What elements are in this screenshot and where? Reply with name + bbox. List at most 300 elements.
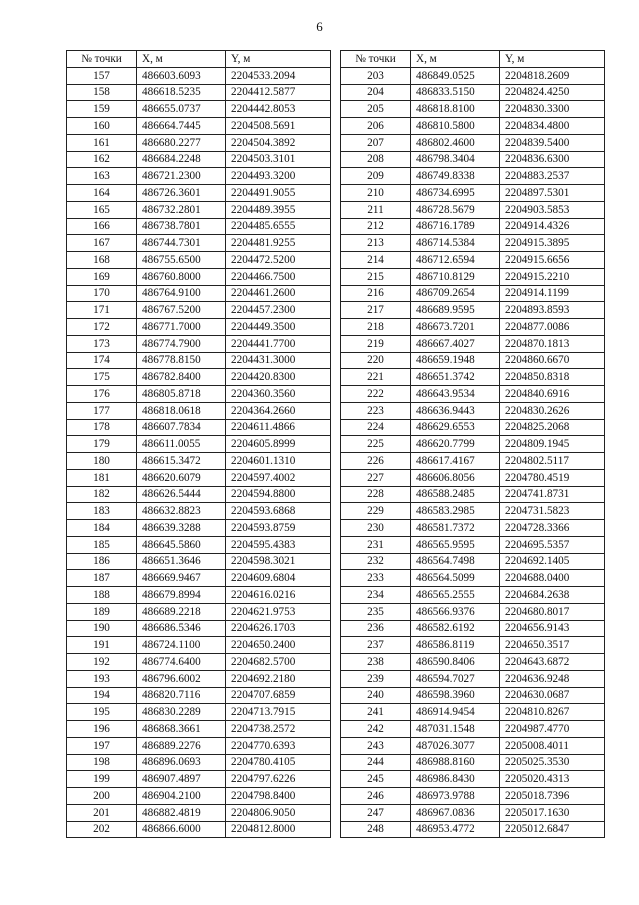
point-number-cell: 203 bbox=[341, 67, 411, 84]
header-point-number: № точки bbox=[67, 51, 137, 68]
table-row bbox=[341, 520, 605, 537]
x-coordinate-cell: 486830.2289 bbox=[137, 704, 226, 721]
table-row bbox=[341, 536, 605, 553]
y-coordinate-cell: 2204692.2180 bbox=[226, 670, 331, 687]
x-coordinate-cell: 486716.1789 bbox=[411, 218, 500, 235]
y-coordinate-cell: 2204630.0687 bbox=[500, 687, 605, 704]
point-number-cell: 227 bbox=[341, 469, 411, 486]
table-row bbox=[67, 386, 331, 403]
x-coordinate-cell: 486764.9100 bbox=[137, 285, 226, 302]
table-row bbox=[67, 821, 331, 838]
point-number-cell: 247 bbox=[341, 804, 411, 821]
point-number-cell: 239 bbox=[341, 670, 411, 687]
x-coordinate-cell: 486767.5200 bbox=[137, 302, 226, 319]
table-row bbox=[67, 453, 331, 470]
x-coordinate-cell: 486760.8000 bbox=[137, 268, 226, 285]
point-number-cell: 236 bbox=[341, 620, 411, 637]
x-coordinate-cell: 486712.6594 bbox=[411, 252, 500, 269]
y-coordinate-cell: 2204626.1703 bbox=[226, 620, 331, 637]
point-number-cell: 170 bbox=[67, 285, 137, 302]
x-coordinate-cell: 486617.4167 bbox=[411, 453, 500, 470]
y-coordinate-cell: 2204840.6916 bbox=[500, 386, 605, 403]
x-coordinate-cell: 486626.5444 bbox=[137, 486, 226, 503]
point-number-cell: 192 bbox=[67, 654, 137, 671]
table-row bbox=[341, 369, 605, 386]
table-row bbox=[67, 201, 331, 218]
x-coordinate-cell: 486583.2985 bbox=[411, 503, 500, 520]
table-row bbox=[67, 486, 331, 503]
y-coordinate-cell: 2204449.3500 bbox=[226, 319, 331, 336]
page-number: 6 bbox=[316, 19, 323, 34]
y-coordinate-cell: 2204915.3895 bbox=[500, 235, 605, 252]
table-row bbox=[67, 218, 331, 235]
table-row bbox=[67, 587, 331, 604]
table-row bbox=[341, 804, 605, 821]
point-number-cell: 193 bbox=[67, 670, 137, 687]
table-row bbox=[341, 670, 605, 687]
table-row bbox=[67, 252, 331, 269]
point-number-cell: 215 bbox=[341, 268, 411, 285]
x-coordinate-cell: 486607.7834 bbox=[137, 419, 226, 436]
table-row bbox=[67, 570, 331, 587]
table-row bbox=[341, 704, 605, 721]
table-row bbox=[341, 84, 605, 101]
y-coordinate-cell: 2204656.9143 bbox=[500, 620, 605, 637]
table-row bbox=[67, 754, 331, 771]
x-coordinate-cell: 486606.8056 bbox=[411, 469, 500, 486]
y-coordinate-cell: 2204481.9255 bbox=[226, 235, 331, 252]
x-coordinate-cell: 486629.6553 bbox=[411, 419, 500, 436]
x-coordinate-cell: 486632.8823 bbox=[137, 503, 226, 520]
point-number-cell: 174 bbox=[67, 352, 137, 369]
y-coordinate-cell: 2204987.4770 bbox=[500, 721, 605, 738]
x-coordinate-cell: 486659.1948 bbox=[411, 352, 500, 369]
point-number-cell: 196 bbox=[67, 721, 137, 738]
point-number-cell: 172 bbox=[67, 319, 137, 336]
y-coordinate-cell: 2204883.2537 bbox=[500, 168, 605, 185]
table-row bbox=[67, 118, 331, 135]
y-coordinate-cell: 2204412.5877 bbox=[226, 84, 331, 101]
table-row bbox=[341, 570, 605, 587]
x-coordinate-cell: 486973.9788 bbox=[411, 788, 500, 805]
y-coordinate-cell: 2205008.4011 bbox=[500, 737, 605, 754]
table-row bbox=[341, 771, 605, 788]
table-row bbox=[67, 737, 331, 754]
y-coordinate-cell: 2205020.4313 bbox=[500, 771, 605, 788]
y-coordinate-cell: 2204457.2300 bbox=[226, 302, 331, 319]
y-coordinate-cell: 2205017.1630 bbox=[500, 804, 605, 821]
point-number-cell: 185 bbox=[67, 536, 137, 553]
table-row bbox=[67, 84, 331, 101]
y-coordinate-cell: 2204741.8731 bbox=[500, 486, 605, 503]
point-number-cell: 216 bbox=[341, 285, 411, 302]
table-row bbox=[341, 302, 605, 319]
x-coordinate-cell: 486914.9454 bbox=[411, 704, 500, 721]
x-coordinate-cell: 486726.3601 bbox=[137, 185, 226, 202]
y-coordinate-cell: 2204601.1310 bbox=[226, 453, 331, 470]
point-number-cell: 175 bbox=[67, 369, 137, 386]
x-coordinate-cell: 486986.8430 bbox=[411, 771, 500, 788]
point-number-cell: 178 bbox=[67, 419, 137, 436]
y-coordinate-cell: 2204728.3366 bbox=[500, 520, 605, 537]
table-row bbox=[67, 620, 331, 637]
table-row bbox=[341, 151, 605, 168]
y-coordinate-cell: 2204431.3000 bbox=[226, 352, 331, 369]
x-coordinate-cell: 486710.8129 bbox=[411, 268, 500, 285]
table-row bbox=[341, 503, 605, 520]
y-coordinate-cell: 2204834.4800 bbox=[500, 118, 605, 135]
y-coordinate-cell: 2204770.6393 bbox=[226, 737, 331, 754]
coordinates-table-right bbox=[340, 50, 605, 838]
point-number-cell: 195 bbox=[67, 704, 137, 721]
table-row bbox=[67, 788, 331, 805]
point-number-cell: 183 bbox=[67, 503, 137, 520]
y-coordinate-cell: 2204609.6804 bbox=[226, 570, 331, 587]
table-row bbox=[341, 486, 605, 503]
table-row bbox=[341, 218, 605, 235]
table-row bbox=[67, 268, 331, 285]
y-coordinate-cell: 2204870.1813 bbox=[500, 335, 605, 352]
point-number-cell: 210 bbox=[341, 185, 411, 202]
x-coordinate-cell: 486818.0618 bbox=[137, 402, 226, 419]
y-coordinate-cell: 2204850.8318 bbox=[500, 369, 605, 386]
point-number-cell: 184 bbox=[67, 520, 137, 537]
table-row bbox=[341, 453, 605, 470]
table-row bbox=[67, 168, 331, 185]
point-number-cell: 167 bbox=[67, 235, 137, 252]
table-row bbox=[67, 101, 331, 118]
table-row bbox=[341, 285, 605, 302]
x-coordinate-cell: 486566.9376 bbox=[411, 603, 500, 620]
y-coordinate-cell: 2204650.3517 bbox=[500, 637, 605, 654]
y-coordinate-cell: 2204893.8593 bbox=[500, 302, 605, 319]
table-row bbox=[67, 335, 331, 352]
x-coordinate-cell: 486645.5860 bbox=[137, 536, 226, 553]
y-coordinate-cell: 2204825.2068 bbox=[500, 419, 605, 436]
point-number-cell: 235 bbox=[341, 603, 411, 620]
point-number-cell: 209 bbox=[341, 168, 411, 185]
point-number-cell: 190 bbox=[67, 620, 137, 637]
point-number-cell: 179 bbox=[67, 436, 137, 453]
x-coordinate-cell: 487031.1548 bbox=[411, 721, 500, 738]
point-number-cell: 169 bbox=[67, 268, 137, 285]
point-number-cell: 173 bbox=[67, 335, 137, 352]
y-coordinate-cell: 2205012.6847 bbox=[500, 821, 605, 838]
table-row bbox=[341, 436, 605, 453]
table-row bbox=[341, 319, 605, 336]
table-row bbox=[341, 737, 605, 754]
point-number-cell: 166 bbox=[67, 218, 137, 235]
y-coordinate-cell: 2204839.5400 bbox=[500, 134, 605, 151]
x-coordinate-cell: 486820.7116 bbox=[137, 687, 226, 704]
x-coordinate-cell: 486734.6995 bbox=[411, 185, 500, 202]
x-coordinate-cell: 486636.9443 bbox=[411, 402, 500, 419]
x-coordinate-cell: 486667.4027 bbox=[411, 335, 500, 352]
point-number-cell: 162 bbox=[67, 151, 137, 168]
table-row bbox=[67, 402, 331, 419]
x-coordinate-cell: 486611.0055 bbox=[137, 436, 226, 453]
point-number-cell: 244 bbox=[341, 754, 411, 771]
y-coordinate-cell: 2204680.8017 bbox=[500, 603, 605, 620]
y-coordinate-cell: 2204621.9753 bbox=[226, 603, 331, 620]
y-coordinate-cell: 2204441.7700 bbox=[226, 335, 331, 352]
point-number-cell: 182 bbox=[67, 486, 137, 503]
y-coordinate-cell: 2204605.8999 bbox=[226, 436, 331, 453]
x-coordinate-cell: 487026.3077 bbox=[411, 737, 500, 754]
table-header-row bbox=[67, 51, 331, 68]
y-coordinate-cell: 2204593.8759 bbox=[226, 520, 331, 537]
point-number-cell: 248 bbox=[341, 821, 411, 838]
point-number-cell: 191 bbox=[67, 637, 137, 654]
x-coordinate-cell: 486588.2485 bbox=[411, 486, 500, 503]
table-row bbox=[67, 67, 331, 84]
y-coordinate-cell: 2204595.4383 bbox=[226, 536, 331, 553]
point-number-cell: 246 bbox=[341, 788, 411, 805]
table-body-left bbox=[67, 67, 331, 838]
x-coordinate-cell: 486582.6192 bbox=[411, 620, 500, 637]
y-coordinate-cell: 2204493.3200 bbox=[226, 168, 331, 185]
y-coordinate-cell: 2204830.3300 bbox=[500, 101, 605, 118]
y-coordinate-cell: 2204812.8000 bbox=[226, 821, 331, 838]
point-number-cell: 225 bbox=[341, 436, 411, 453]
table-row bbox=[341, 118, 605, 135]
x-coordinate-cell: 486689.9595 bbox=[411, 302, 500, 319]
table-row bbox=[67, 670, 331, 687]
x-coordinate-cell: 486651.3742 bbox=[411, 369, 500, 386]
x-coordinate-cell: 486802.4600 bbox=[411, 134, 500, 151]
y-coordinate-cell: 2204797.6226 bbox=[226, 771, 331, 788]
x-coordinate-cell: 486686.5346 bbox=[137, 620, 226, 637]
point-number-cell: 180 bbox=[67, 453, 137, 470]
y-coordinate-cell: 2204485.6555 bbox=[226, 218, 331, 235]
x-coordinate-cell: 486904.2100 bbox=[137, 788, 226, 805]
table-row bbox=[341, 235, 605, 252]
x-coordinate-cell: 486669.9467 bbox=[137, 570, 226, 587]
y-coordinate-cell: 2204594.8800 bbox=[226, 486, 331, 503]
y-coordinate-cell: 2204877.0086 bbox=[500, 319, 605, 336]
point-number-cell: 229 bbox=[341, 503, 411, 520]
y-coordinate-cell: 2204489.3955 bbox=[226, 201, 331, 218]
y-coordinate-cell: 2204798.8400 bbox=[226, 788, 331, 805]
x-coordinate-cell: 486598.3960 bbox=[411, 687, 500, 704]
x-coordinate-cell: 486724.1100 bbox=[137, 637, 226, 654]
x-coordinate-cell: 486590.8406 bbox=[411, 654, 500, 671]
table-row bbox=[67, 704, 331, 721]
x-coordinate-cell: 486565.2555 bbox=[411, 587, 500, 604]
point-number-cell: 160 bbox=[67, 118, 137, 135]
table-row bbox=[67, 352, 331, 369]
x-coordinate-cell: 486615.3472 bbox=[137, 453, 226, 470]
x-coordinate-cell: 486889.2276 bbox=[137, 737, 226, 754]
table-row bbox=[341, 386, 605, 403]
y-coordinate-cell: 2204504.3892 bbox=[226, 134, 331, 151]
x-coordinate-cell: 486849.0525 bbox=[411, 67, 500, 84]
x-coordinate-cell: 486664.7445 bbox=[137, 118, 226, 135]
y-coordinate-cell: 2204914.1199 bbox=[500, 285, 605, 302]
y-coordinate-cell: 2204508.5691 bbox=[226, 118, 331, 135]
point-number-cell: 243 bbox=[341, 737, 411, 754]
x-coordinate-cell: 486907.4897 bbox=[137, 771, 226, 788]
point-number-cell: 168 bbox=[67, 252, 137, 269]
point-number-cell: 232 bbox=[341, 553, 411, 570]
point-number-cell: 187 bbox=[67, 570, 137, 587]
y-coordinate-cell: 2204780.4105 bbox=[226, 754, 331, 771]
x-coordinate-cell: 486680.2277 bbox=[137, 134, 226, 151]
point-number-cell: 205 bbox=[341, 101, 411, 118]
table-body-right bbox=[341, 67, 605, 838]
point-number-cell: 220 bbox=[341, 352, 411, 369]
y-coordinate-cell: 2204818.2609 bbox=[500, 67, 605, 84]
table-row bbox=[341, 252, 605, 269]
table-row bbox=[67, 721, 331, 738]
y-coordinate-cell: 2204466.7500 bbox=[226, 268, 331, 285]
x-coordinate-cell: 486689.2218 bbox=[137, 603, 226, 620]
x-coordinate-cell: 486774.6400 bbox=[137, 654, 226, 671]
table-row bbox=[341, 754, 605, 771]
x-coordinate-cell: 486679.8994 bbox=[137, 587, 226, 604]
point-number-cell: 157 bbox=[67, 67, 137, 84]
x-coordinate-cell: 486581.7372 bbox=[411, 520, 500, 537]
x-coordinate-cell: 486651.3646 bbox=[137, 553, 226, 570]
point-number-cell: 218 bbox=[341, 319, 411, 336]
point-number-cell: 231 bbox=[341, 536, 411, 553]
y-coordinate-cell: 2204598.3021 bbox=[226, 553, 331, 570]
y-coordinate-cell: 2204503.3101 bbox=[226, 151, 331, 168]
x-coordinate-cell: 486721.2300 bbox=[137, 168, 226, 185]
y-coordinate-cell: 2204643.6872 bbox=[500, 654, 605, 671]
table-row bbox=[67, 185, 331, 202]
point-number-cell: 217 bbox=[341, 302, 411, 319]
y-coordinate-cell: 2204836.6300 bbox=[500, 151, 605, 168]
y-coordinate-cell: 2205018.7396 bbox=[500, 788, 605, 805]
table-row bbox=[67, 687, 331, 704]
table-row bbox=[67, 285, 331, 302]
point-number-cell: 159 bbox=[67, 101, 137, 118]
x-coordinate-cell: 486953.4772 bbox=[411, 821, 500, 838]
table-row bbox=[67, 302, 331, 319]
x-coordinate-cell: 486805.8718 bbox=[137, 386, 226, 403]
table-row bbox=[341, 67, 605, 84]
point-number-cell: 233 bbox=[341, 570, 411, 587]
table-row bbox=[341, 185, 605, 202]
table-row bbox=[67, 771, 331, 788]
table-row bbox=[67, 235, 331, 252]
coordinates-table-left bbox=[66, 50, 331, 838]
x-coordinate-cell: 486882.4819 bbox=[137, 804, 226, 821]
x-coordinate-cell: 486684.2248 bbox=[137, 151, 226, 168]
y-coordinate-cell: 2204809.1945 bbox=[500, 436, 605, 453]
y-coordinate-cell: 2204860.6670 bbox=[500, 352, 605, 369]
y-coordinate-cell: 2204420.8300 bbox=[226, 369, 331, 386]
point-number-cell: 237 bbox=[341, 637, 411, 654]
table-row bbox=[67, 503, 331, 520]
x-coordinate-cell: 486782.8400 bbox=[137, 369, 226, 386]
y-coordinate-cell: 2204915.2210 bbox=[500, 268, 605, 285]
point-number-cell: 197 bbox=[67, 737, 137, 754]
point-number-cell: 241 bbox=[341, 704, 411, 721]
x-coordinate-cell: 486564.5099 bbox=[411, 570, 500, 587]
point-number-cell: 202 bbox=[67, 821, 137, 838]
point-number-cell: 212 bbox=[341, 218, 411, 235]
y-coordinate-cell: 2204914.4326 bbox=[500, 218, 605, 235]
x-coordinate-cell: 486749.8338 bbox=[411, 168, 500, 185]
y-coordinate-cell: 2204695.5357 bbox=[500, 536, 605, 553]
table-row bbox=[341, 352, 605, 369]
x-coordinate-cell: 486639.3288 bbox=[137, 520, 226, 537]
point-number-cell: 224 bbox=[341, 419, 411, 436]
x-coordinate-cell: 486833.5150 bbox=[411, 84, 500, 101]
y-coordinate-cell: 2204780.4519 bbox=[500, 469, 605, 486]
point-number-cell: 226 bbox=[341, 453, 411, 470]
table-row bbox=[67, 436, 331, 453]
table-row bbox=[341, 402, 605, 419]
x-coordinate-cell: 486771.7000 bbox=[137, 319, 226, 336]
point-number-cell: 204 bbox=[341, 84, 411, 101]
y-coordinate-cell: 2204810.8267 bbox=[500, 704, 605, 721]
point-number-cell: 221 bbox=[341, 369, 411, 386]
table-row bbox=[67, 469, 331, 486]
table-row bbox=[341, 788, 605, 805]
x-coordinate-cell: 486643.9534 bbox=[411, 386, 500, 403]
point-number-cell: 188 bbox=[67, 587, 137, 604]
y-coordinate-cell: 2204461.2600 bbox=[226, 285, 331, 302]
table-row bbox=[341, 620, 605, 637]
x-coordinate-cell: 486818.8100 bbox=[411, 101, 500, 118]
point-number-cell: 194 bbox=[67, 687, 137, 704]
point-number-cell: 181 bbox=[67, 469, 137, 486]
table-row bbox=[341, 687, 605, 704]
point-number-cell: 165 bbox=[67, 201, 137, 218]
point-number-cell: 189 bbox=[67, 603, 137, 620]
y-coordinate-cell: 2204707.6859 bbox=[226, 687, 331, 704]
y-coordinate-cell: 2204897.5301 bbox=[500, 185, 605, 202]
point-number-cell: 245 bbox=[341, 771, 411, 788]
point-number-cell: 219 bbox=[341, 335, 411, 352]
x-coordinate-cell: 486620.7799 bbox=[411, 436, 500, 453]
y-coordinate-cell: 2204915.6656 bbox=[500, 252, 605, 269]
table-row bbox=[341, 469, 605, 486]
point-number-cell: 240 bbox=[341, 687, 411, 704]
y-coordinate-cell: 2204491.9055 bbox=[226, 185, 331, 202]
table-row bbox=[67, 804, 331, 821]
table-row bbox=[341, 587, 605, 604]
table-row bbox=[67, 151, 331, 168]
point-number-cell: 200 bbox=[67, 788, 137, 805]
point-number-cell: 234 bbox=[341, 587, 411, 604]
x-coordinate-cell: 486778.8150 bbox=[137, 352, 226, 369]
point-number-cell: 207 bbox=[341, 134, 411, 151]
header-x: X, м bbox=[411, 51, 500, 68]
point-number-cell: 223 bbox=[341, 402, 411, 419]
x-coordinate-cell: 486866.6000 bbox=[137, 821, 226, 838]
table-row bbox=[341, 268, 605, 285]
point-number-cell: 222 bbox=[341, 386, 411, 403]
x-coordinate-cell: 486967.0836 bbox=[411, 804, 500, 821]
table-row bbox=[67, 637, 331, 654]
header-x: X, м bbox=[137, 51, 226, 68]
y-coordinate-cell: 2204688.0400 bbox=[500, 570, 605, 587]
table-row bbox=[67, 536, 331, 553]
x-coordinate-cell: 486988.8160 bbox=[411, 754, 500, 771]
x-coordinate-cell: 486728.5679 bbox=[411, 201, 500, 218]
point-number-cell: 163 bbox=[67, 168, 137, 185]
table-row bbox=[67, 654, 331, 671]
table-row bbox=[341, 168, 605, 185]
point-number-cell: 198 bbox=[67, 754, 137, 771]
y-coordinate-cell: 2204682.5700 bbox=[226, 654, 331, 671]
table-row bbox=[67, 603, 331, 620]
point-number-cell: 164 bbox=[67, 185, 137, 202]
